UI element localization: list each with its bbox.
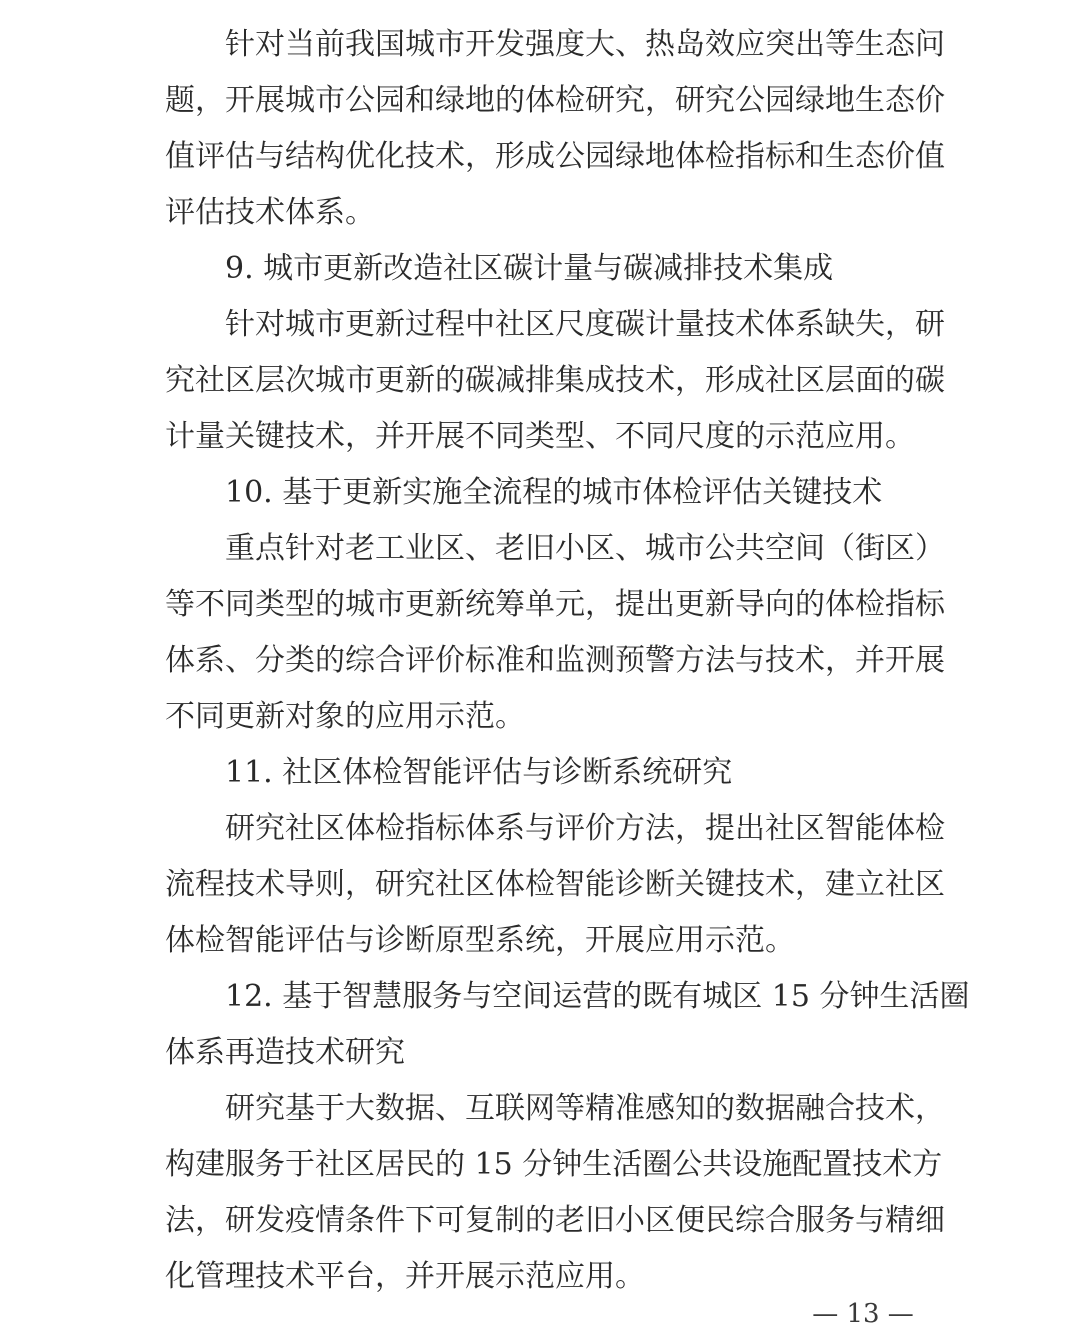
paragraph-line: 研究社区体检指标体系与评价方法，提出社区智能体检	[225, 811, 945, 846]
section-heading: 12. 基于智慧服务与空间运营的既有城区 15 分钟生活圈	[225, 979, 970, 1014]
paragraph-line: 不同更新对象的应用示范。	[165, 699, 525, 734]
paragraph-line: 究社区层次城市更新的碳减排集成技术，形成社区层面的碳	[165, 363, 945, 398]
paragraph-line: 针对城市更新过程中社区尺度碳计量技术体系缺失，研	[225, 307, 945, 342]
paragraph-line: 针对当前我国城市开发强度大、热岛效应突出等生态问	[225, 27, 945, 62]
paragraph-line: 流程技术导则，研究社区体检智能诊断关键技术，建立社区	[165, 867, 945, 902]
paragraph-line: 体系、分类的综合评价标准和监测预警方法与技术，并开展	[165, 643, 945, 678]
paragraph-line: 体检智能评估与诊断原型系统，开展应用示范。	[165, 923, 795, 958]
paragraph-line: 法，研发疫情条件下可复制的老旧小区便民综合服务与精细	[165, 1203, 945, 1238]
paragraph-line: 评估技术体系。	[165, 195, 375, 230]
section-heading: 9. 城市更新改造社区碳计量与碳减排技术集成	[225, 251, 834, 286]
section-heading: 11. 社区体检智能评估与诊断系统研究	[225, 755, 733, 790]
section-heading-continued: 体系再造技术研究	[165, 1035, 405, 1070]
paragraph-line: 构建服务于社区居民的 15 分钟生活圈公共设施配置技术方	[165, 1147, 943, 1182]
paragraph-line: 题，开展城市公园和绿地的体检研究，研究公园绿地生态价	[165, 83, 945, 118]
paragraph-line: 等不同类型的城市更新统筹单元，提出更新导向的体检指标	[165, 587, 945, 622]
page-number: — 13 —	[812, 1299, 914, 1329]
paragraph-line: 计量关键技术，并开展不同类型、不同尺度的示范应用。	[165, 419, 915, 454]
paragraph-line: 研究基于大数据、互联网等精准感知的数据融合技术，	[225, 1091, 945, 1126]
paragraph-line: 化管理技术平台，并开展示范应用。	[165, 1259, 645, 1294]
paragraph-line: 值评估与结构优化技术，形成公园绿地体检指标和生态价值	[165, 139, 945, 174]
paragraph-line: 重点针对老工业区、老旧小区、城市公共空间（街区）	[225, 531, 945, 566]
section-heading: 10. 基于更新实施全流程的城市体检评估关键技术	[225, 475, 883, 510]
